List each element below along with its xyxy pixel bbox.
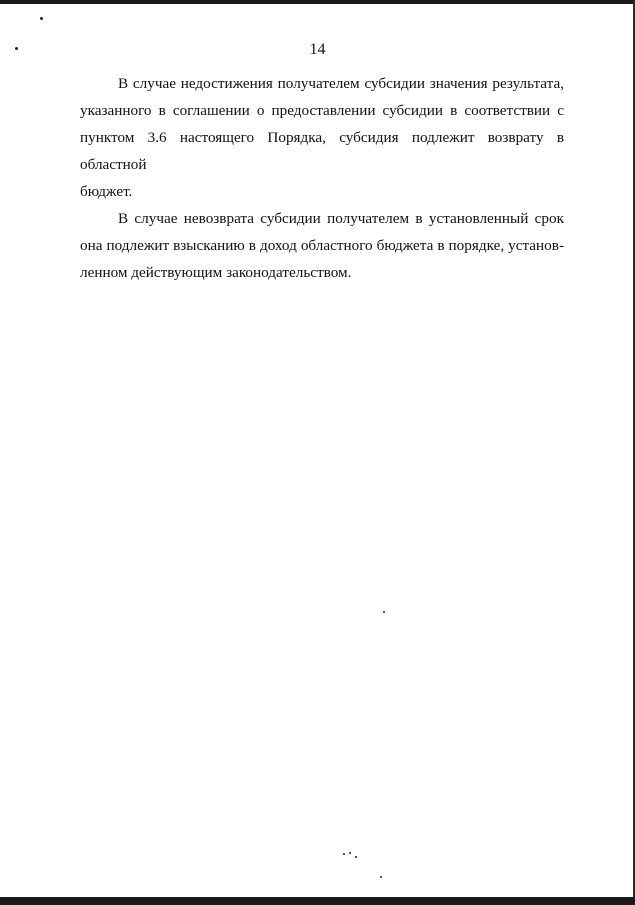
text-line: пунктом 3.6 настоящего Порядка, субсидия подлежит возврату в областной	[80, 129, 564, 173]
scan-speck	[349, 852, 351, 854]
page-number: 14	[309, 41, 326, 58]
scan-speck	[355, 856, 357, 858]
paragraph-subsidy-recovery	[80, 205, 564, 286]
text-line: ленном действующим законодательством.	[80, 264, 352, 281]
scan-speck	[343, 853, 345, 855]
text-line: В случае недостижения получателем субсидии значения результата,	[118, 75, 564, 92]
scan-speck	[383, 611, 385, 613]
text-line: бюджет.	[80, 183, 133, 200]
scan-bottom-border	[0, 897, 635, 905]
scan-top-border	[0, 0, 635, 4]
scan-speck	[380, 876, 382, 878]
text-line: указанного в соглашении о предоставлении субсидии в соответствии с	[80, 102, 564, 119]
paragraph-subsidy-return	[80, 70, 564, 205]
document-body	[80, 70, 564, 286]
scan-speck	[40, 17, 43, 20]
text-line: В случае невозврата субсидии получателем в установленный срок	[118, 210, 564, 227]
text-line: она подлежит взысканию в доход областного бюджета в порядке, установ-	[80, 237, 564, 254]
